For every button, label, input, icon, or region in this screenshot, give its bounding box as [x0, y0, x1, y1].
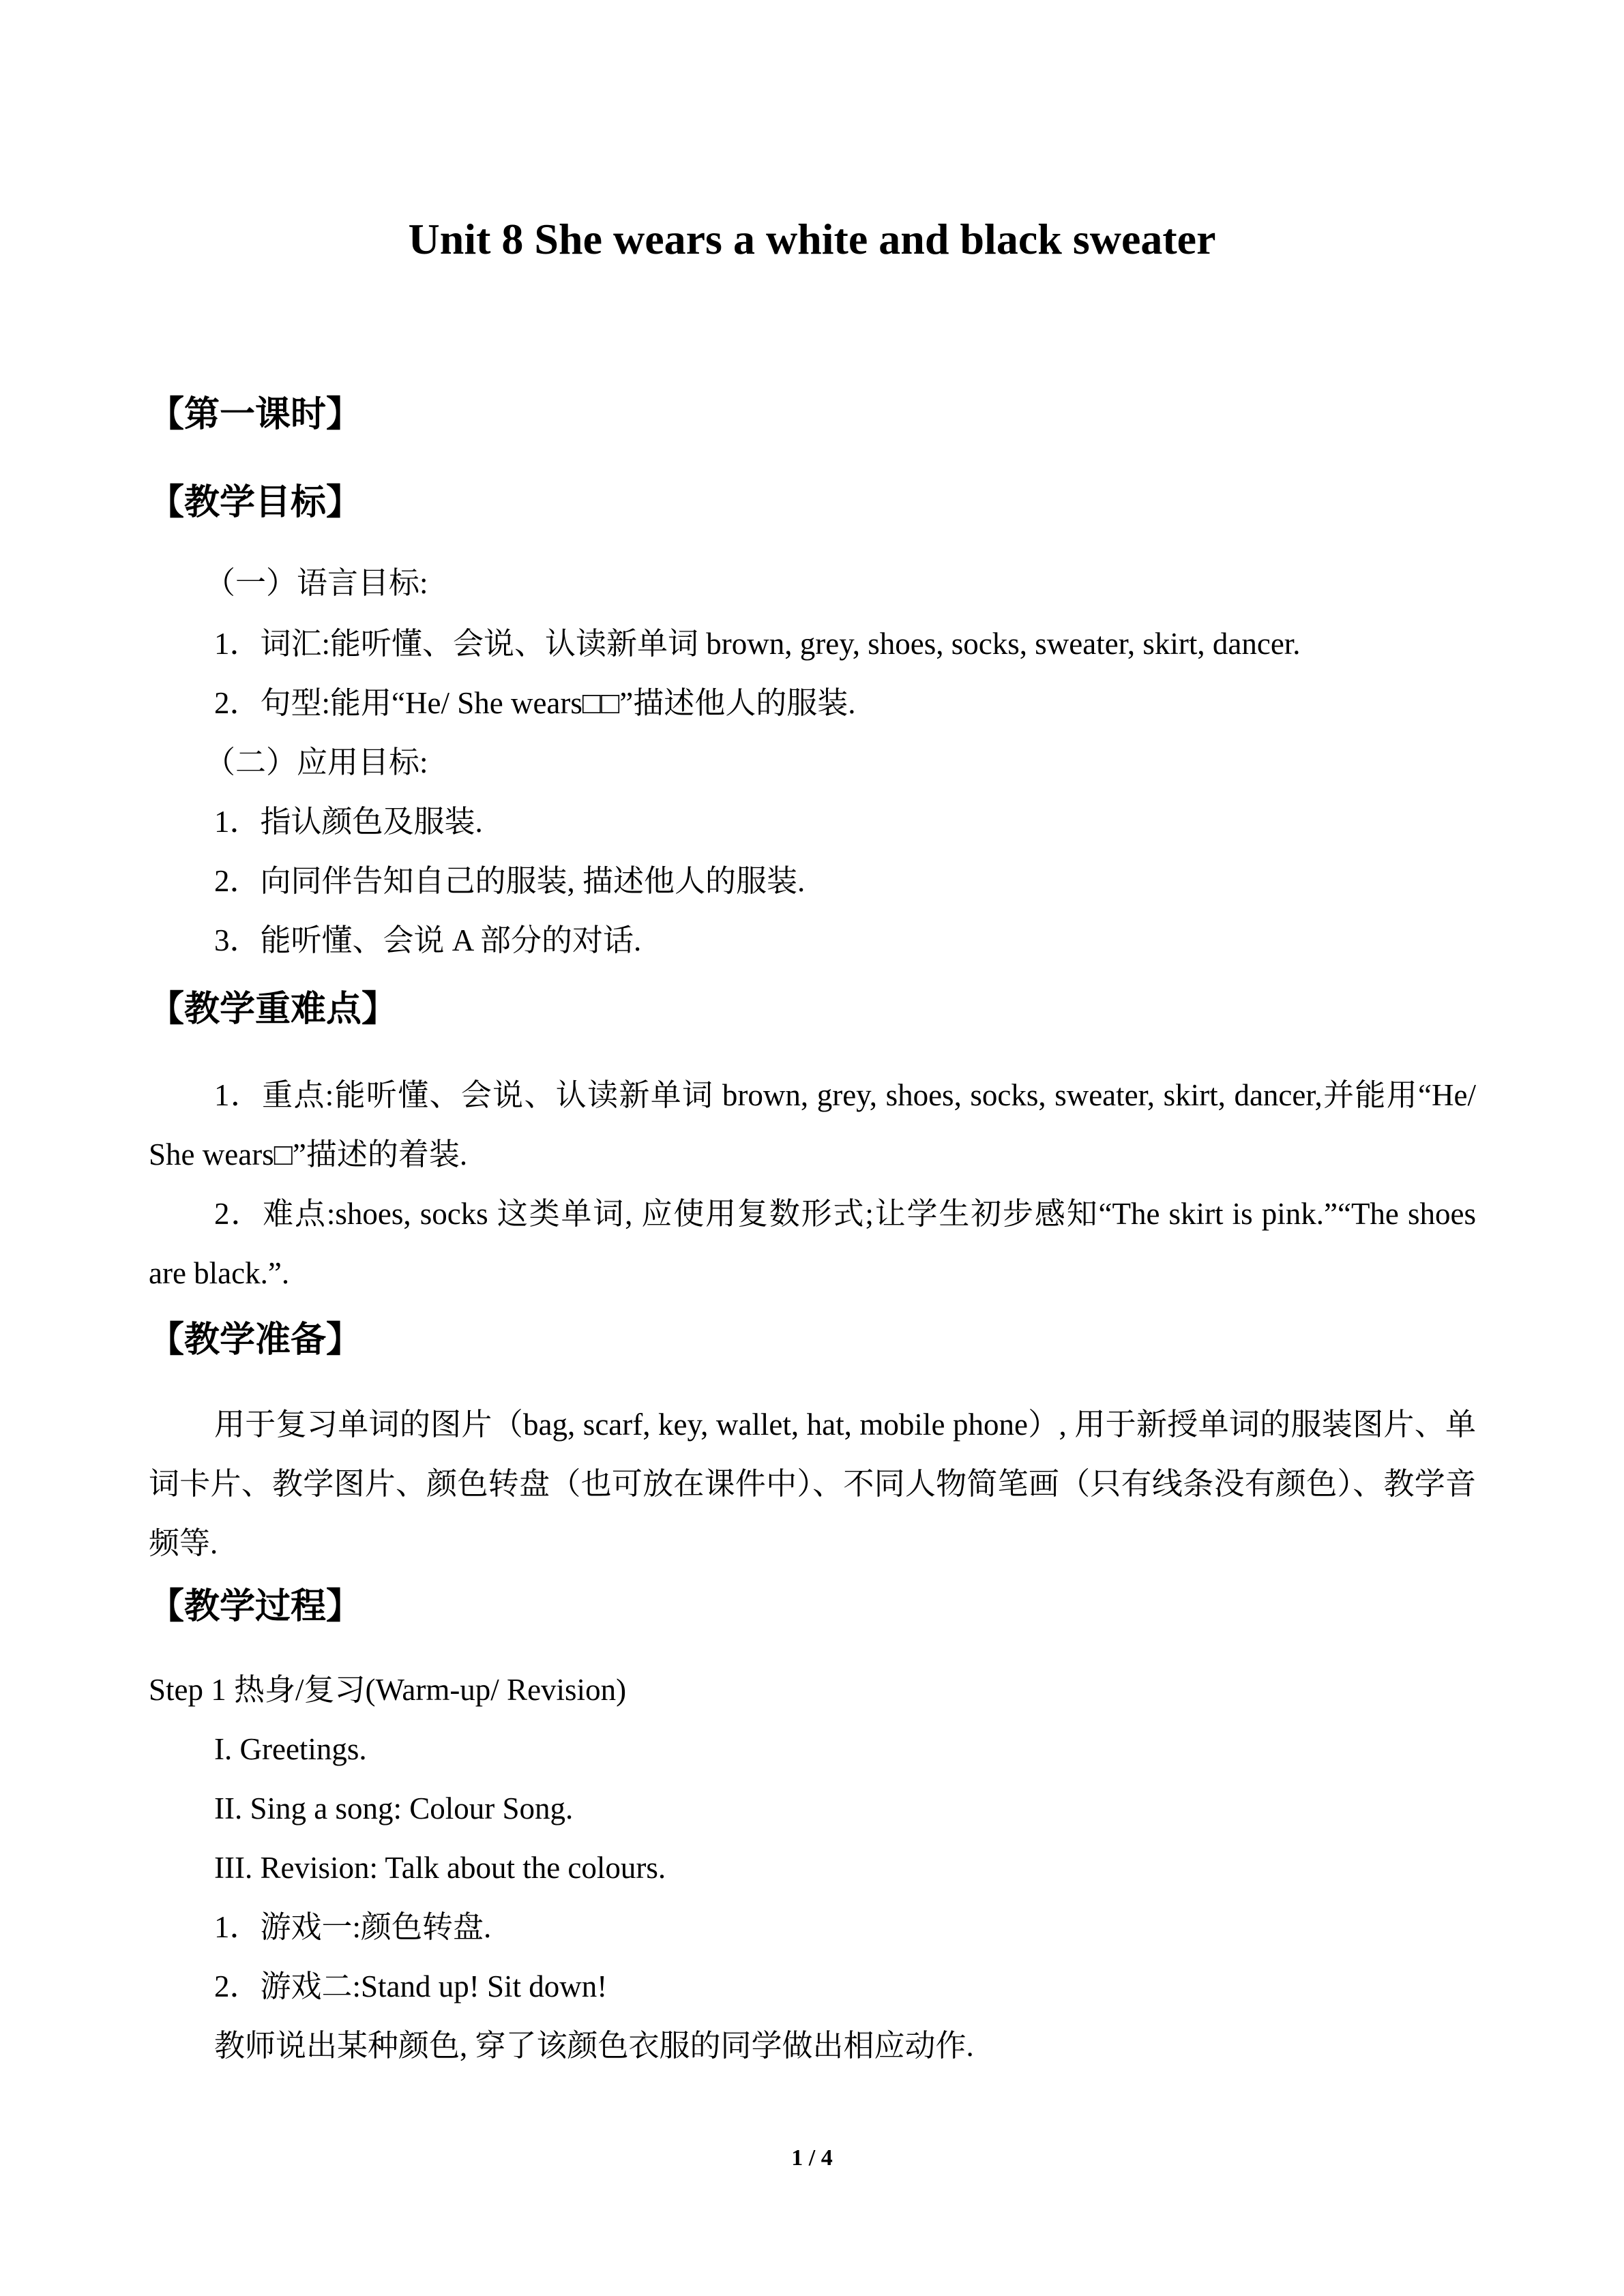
- application-item-1: 1．指认颜色及服装.: [214, 805, 483, 839]
- key-points-heading: 【教学重难点】: [149, 989, 398, 1030]
- language-item-sentence: 2．句型:能用“He/ She wears□□”描述他人的服装.: [214, 686, 856, 720]
- page-number: 1 / 4: [791, 2145, 833, 2171]
- key-point-focus: 1．重点:能听懂、会说、认读新单词 brown, grey, shoes, socks, sweater, skirt, dancer,并能用“He/ She wears□”描述的着装.: [149, 1078, 1476, 1172]
- process-item-revision: III. Revision: Talk about the colours.: [214, 1851, 666, 1885]
- language-goal-label: （一）语言目标:: [205, 566, 428, 600]
- preparation-heading: 【教学准备】: [149, 1320, 362, 1360]
- application-item-3: 3．能听懂、会说 A 部分的对话.: [214, 923, 642, 957]
- document-title: Unit 8 She wears a white and black sweater: [408, 215, 1216, 263]
- process-item-game2: 2．游戏二:Stand up! Sit down!: [214, 1969, 608, 2003]
- process-item-song: II. Sing a song: Colour Song.: [214, 1791, 574, 1825]
- process-item-instruction: 教师说出某种颜色, 穿了该颜色衣服的同学做出相应动作.: [214, 2029, 974, 2063]
- period-heading: 【第一课时】: [149, 394, 362, 435]
- process-item-greetings: I. Greetings.: [214, 1732, 367, 1766]
- process-heading: 【教学过程】: [149, 1586, 362, 1627]
- language-item-vocabulary: 1．词汇:能听懂、会说、认读新单词 brown, grey, shoes, socks, sweater, skirt, dancer.: [214, 627, 1301, 661]
- preparation-text: 用于复习单词的图片（bag, scarf, key, wallet, hat, mobile phone）, 用于新授单词的服装图片、单词卡片、教学图片、颜色转盘（也可放在课件中）、不同人物简笔画（只有线条没有颜色）、教学音频等.: [149, 1407, 1476, 1560]
- process-item-game1: 1．游戏一:颜色转盘.: [214, 1910, 492, 1944]
- objectives-heading: 【教学目标】: [149, 482, 362, 523]
- key-point-difficulty: 2．难点:shoes, socks 这类单词, 应使用复数形式;让学生初步感知“The skirt is pink.”“The shoes are black.”.: [149, 1197, 1476, 1290]
- application-goal-label: （二）应用目标:: [205, 745, 428, 779]
- application-item-2: 2．向同伴告知自己的服装, 描述他人的服装.: [214, 864, 806, 898]
- step1-title: Step 1 热身/复习(Warm-up/ Revision): [149, 1673, 627, 1707]
